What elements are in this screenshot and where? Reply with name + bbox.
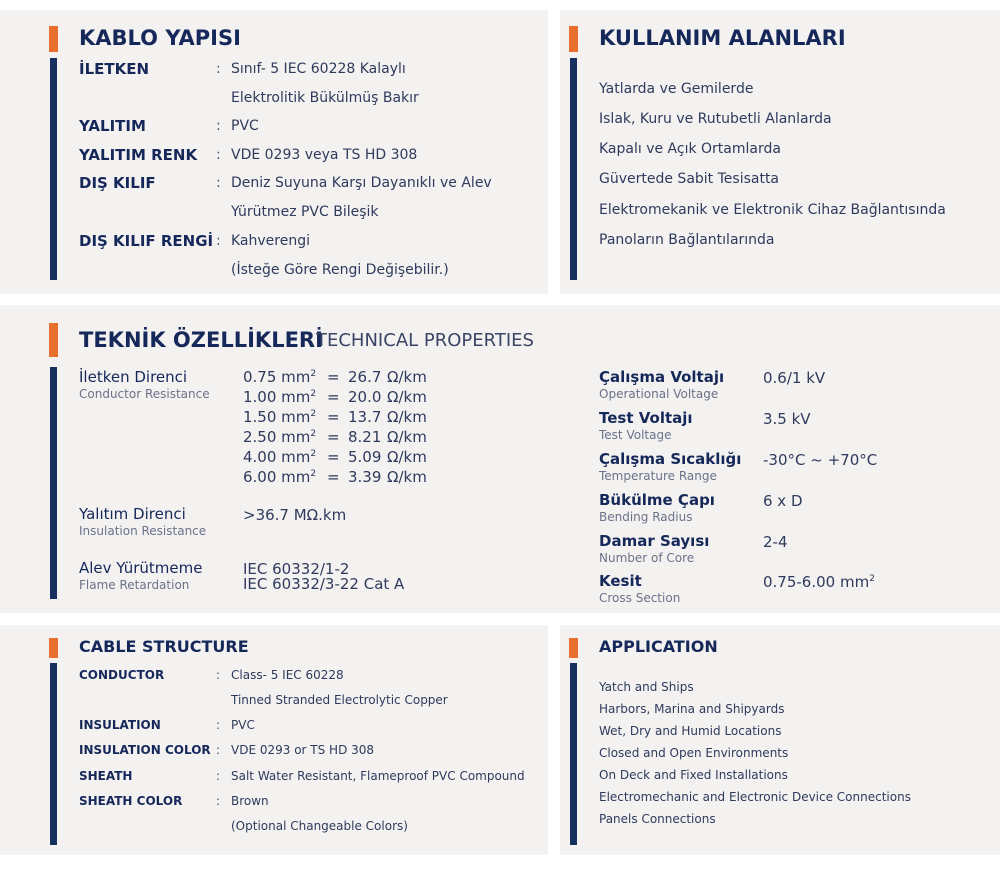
tech-sub: Operational Voltage [599, 387, 719, 401]
application-title: APPLICATION [599, 637, 718, 656]
application-item: On Deck and Fixed Installations [599, 768, 788, 782]
kablo-value-yalitim: PVC [231, 118, 259, 134]
tech-label: Test Voltajı [599, 409, 693, 427]
superscript: 2 [310, 389, 317, 399]
superscript: 2 [310, 409, 317, 419]
kullanim-item: Islak, Kuru ve Rutubetli Alanlarda [599, 111, 832, 127]
conductor-unit: Ω/km [387, 448, 427, 466]
application-item: Yatch and Ships [599, 680, 694, 694]
colon: : [216, 794, 221, 808]
colon: : [216, 769, 221, 783]
kablo-value-dis-kilif-rengi-2: (İsteğe Göre Rengi Değişebilir.) [231, 262, 449, 278]
navy-bar [50, 367, 57, 599]
conductor-equals: = [327, 468, 340, 486]
kablo-value-dis-kilif-2: Yürütmez PVC Bileşik [231, 204, 379, 220]
conductor-size: 0.75 $mm^2$ [243, 368, 317, 386]
conductor-size: 2.50 $mm^2$ [243, 428, 317, 446]
cable-label-insulation: INSULATION [79, 718, 161, 732]
application-panel [560, 625, 1000, 855]
kullanim-item: Kapalı ve Açık Ortamlarda [599, 141, 781, 157]
tech-value: 0.6/1 kV [763, 369, 826, 387]
kablo-label-iletken: İLETKEN [79, 60, 150, 78]
accent-bar [49, 638, 58, 658]
conductor-unit: Ω/km [387, 368, 427, 386]
conductor-value: 8.21 [348, 428, 382, 446]
kullanim-item: Güvertede Sabit Tesisatta [599, 171, 780, 187]
tech-value: -30°C ~ +70°C [763, 451, 878, 469]
colon: : [216, 147, 221, 163]
tech-value: 6 x D [763, 492, 803, 510]
tech-label: Bükülme Çapı [599, 491, 715, 509]
conductor-equals: = [327, 388, 340, 406]
application-item: Harbors, Marina and Shipyards [599, 702, 785, 716]
teknik-subtitle: TECHNICAL PROPERTIES [316, 330, 534, 351]
superscript: 2 [869, 574, 875, 584]
kablo-value-iletken: Sınıf- 5 IEC 60228 Kalaylı [231, 61, 406, 77]
conductor-sub: Conductor Resistance [79, 387, 210, 401]
colon: : [216, 175, 221, 191]
conductor-unit: Ω/km [387, 428, 427, 446]
conductor-size: 1.00 $mm^2$ [243, 388, 317, 406]
conductor-value: 5.09 [348, 448, 382, 466]
kablo-label-yalitim-renk: YALITIM RENK [79, 146, 198, 164]
accent-bar [569, 638, 578, 658]
teknik-title: TEKNİK ÖZELLİKLERİ [79, 328, 323, 352]
superscript: 2 [310, 369, 317, 379]
cable-structure-panel [0, 625, 548, 855]
tech-label: Çalışma Sıcaklığı [599, 450, 742, 468]
conductor-size: 4.00 $mm^2$ [243, 448, 317, 466]
colon: : [216, 61, 221, 77]
teknik-ozellikleri-panel [0, 305, 1000, 613]
navy-bar [570, 58, 577, 280]
kullanim-item: Elektromekanik ve Elektronik Cihaz Bağlantısında [599, 202, 946, 218]
flame-sub: Flame Retardation [79, 578, 190, 592]
flame-value-2: IEC 60332/3-22 Cat A [243, 575, 405, 593]
kablo-value-dis-kilif-rengi: Kahverengi [231, 233, 310, 249]
tech-label: Çalışma Voltajı [599, 368, 725, 386]
tech-label: Damar Sayısı [599, 532, 710, 550]
superscript: 2 [310, 429, 317, 439]
kullanim-alanlari-panel [560, 10, 1000, 294]
tech-value: 2-4 [763, 533, 788, 551]
accent-bar [569, 26, 578, 52]
cable-label-sheath: SHEATH [79, 769, 133, 783]
cable-value-conductor-2: Tinned Stranded Electrolytic Copper [231, 693, 448, 707]
conductor-value: 26.7 [348, 368, 382, 386]
cable-label-sheath-color: SHEATH COLOR [79, 794, 183, 808]
tech-sub: Number of Core [599, 551, 695, 565]
cable-label-conductor: CONDUCTOR [79, 668, 165, 682]
conductor-unit: Ω/km [387, 408, 427, 426]
colon: : [216, 668, 221, 682]
cable-value-insulation-color: VDE 0293 or TS HD 308 [231, 743, 375, 757]
kablo-value-iletken-2: Elektrolitik Bükülmüş Bakır [231, 90, 419, 106]
cable-value-sheath-color: Brown [231, 794, 269, 808]
tech-sub: Cross Section [599, 591, 681, 605]
tech-sub: Bending Radius [599, 510, 693, 524]
insulation-value: >36.7 MΩ.km [243, 506, 347, 524]
conductor-size: 6.00 $mm^2$ [243, 468, 317, 486]
conductor-unit: Ω/km [387, 388, 427, 406]
kablo-yapisi-panel [0, 10, 548, 294]
kablo-label-dis-kilif: DIŞ KILIF [79, 174, 156, 192]
conductor-label: İletken Direnci [79, 368, 188, 386]
conductor-unit: Ω/km [387, 468, 427, 486]
conductor-equals: = [327, 368, 340, 386]
conductor-equals: = [327, 408, 340, 426]
colon: : [216, 743, 221, 757]
conductor-value: 20.0 [348, 388, 382, 406]
accent-bar [49, 323, 58, 357]
insulation-sub: Insulation Resistance [79, 524, 207, 538]
kablo-value-yalitim-renk: VDE 0293 veya TS HD 308 [231, 147, 418, 163]
application-item: Wet, Dry and Humid Locations [599, 724, 782, 738]
kullanim-item: Panoların Bağlantılarında [599, 232, 775, 248]
application-item: Closed and Open Environments [599, 746, 789, 760]
tech-sub: Test Voltage [599, 428, 672, 442]
conductor-equals: = [327, 428, 340, 446]
cable-structure-title: CABLE STRUCTURE [79, 637, 249, 656]
flame-label: Alev Yürütmeme [79, 559, 203, 577]
tech-value: 3.5 kV [763, 410, 811, 428]
colon: : [216, 233, 221, 249]
conductor-value: 13.7 [348, 408, 382, 426]
navy-bar [50, 58, 57, 280]
kablo-value-dis-kilif: Deniz Suyuna Karşı Dayanıklı ve Alev [231, 175, 492, 191]
kullanim-item: Yatlarda ve Gemilerde [599, 81, 754, 97]
superscript: 2 [310, 449, 317, 459]
conductor-size: 1.50 $mm^2$ [243, 408, 317, 426]
tech-sub: Temperature Range [599, 469, 717, 483]
flame-value-1: IEC 60332/1-2 [243, 560, 350, 578]
cable-value-sheath: Salt Water Resistant, Flameproof PVC Compound [231, 769, 525, 783]
tech-value: 0.75-6.00 $mm^2$ [763, 573, 875, 591]
application-item: Electromechanic and Electronic Device Connections [599, 790, 911, 804]
kullanim-alanlari-title: KULLANIM ALANLARI [599, 26, 846, 50]
kablo-yapisi-title: KABLO YAPISI [79, 26, 241, 50]
colon: : [216, 118, 221, 134]
accent-bar [49, 26, 58, 52]
kablo-label-yalitim: YALITIM [79, 117, 146, 135]
cable-value-sheath-color-2: (Optional Changeable Colors) [231, 819, 408, 833]
conductor-equals: = [327, 448, 340, 466]
tech-label: Kesit [599, 572, 642, 590]
cable-label-insulation-color: INSULATION COLOR [79, 743, 211, 757]
navy-bar [50, 663, 57, 845]
conductor-value: 3.39 [348, 468, 382, 486]
superscript: 2 [310, 469, 317, 479]
cable-value-conductor: Class- 5 IEC 60228 [231, 668, 344, 682]
colon: : [216, 718, 221, 732]
insulation-label: Yalıtım Direnci [79, 505, 186, 523]
kablo-label-dis-kilif-rengi: DIŞ KILIF RENGİ [79, 232, 214, 250]
navy-bar [570, 663, 577, 845]
application-item: Panels Connections [599, 812, 716, 826]
cable-value-insulation: PVC [231, 718, 255, 732]
